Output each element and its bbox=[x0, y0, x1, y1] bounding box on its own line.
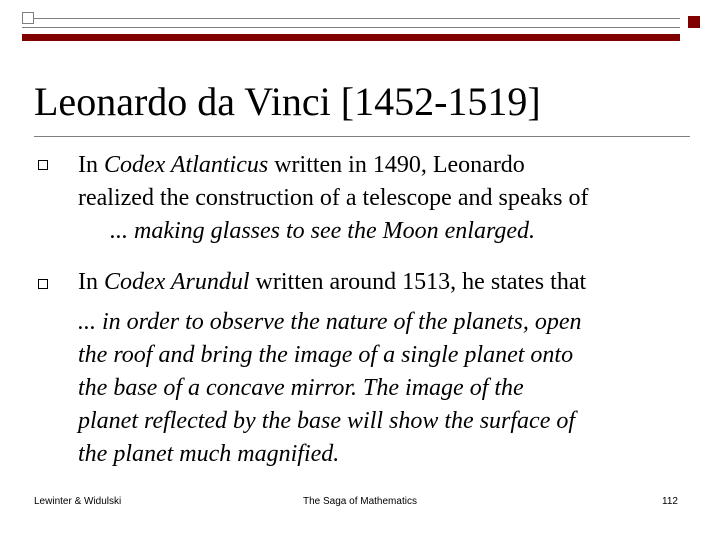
footer-book-title: The Saga of Mathematics bbox=[303, 496, 417, 507]
footer-authors: Lewinter & Widulski bbox=[34, 496, 122, 507]
bullet-2-quote-line-4: planet reflected by the base will show the surface of bbox=[78, 408, 576, 434]
header-accent-bar bbox=[22, 34, 680, 41]
bullet-2-quote-line-5: the planet much magnified. bbox=[78, 441, 340, 467]
bullet-2-quote-line-1: ... in order to observe the nature of the planets, open bbox=[78, 309, 582, 335]
bullet-2-line-1: In Codex Arundul written around 1513, he states that bbox=[78, 269, 587, 295]
header-red-square-icon bbox=[688, 16, 700, 28]
header-square-icon bbox=[22, 12, 34, 24]
bullet-1-line-2: realized the construction of a telescope and speaks of bbox=[78, 185, 589, 211]
bullet-1-quote: ... making glasses to see the Moon enlarged. bbox=[110, 218, 536, 244]
bullet-1-line-1: In Codex Atlanticus written in 1490, Leonardo bbox=[78, 152, 525, 178]
slide-title: Leonardo da Vinci [1452-1519] bbox=[34, 79, 541, 124]
bullet-2-quote-line-2: the roof and bring the image of a single planet onto bbox=[78, 342, 574, 368]
bullet-1-icon bbox=[38, 160, 48, 170]
bullet-2-quote-line-3: the base of a concave mirror. The image of the bbox=[78, 375, 524, 401]
header-rule-middle bbox=[22, 27, 680, 28]
footer-page-number: 112 bbox=[662, 496, 678, 507]
bullet-2-icon bbox=[38, 279, 48, 289]
title-rule bbox=[34, 136, 690, 137]
header-rule-top bbox=[22, 18, 680, 19]
